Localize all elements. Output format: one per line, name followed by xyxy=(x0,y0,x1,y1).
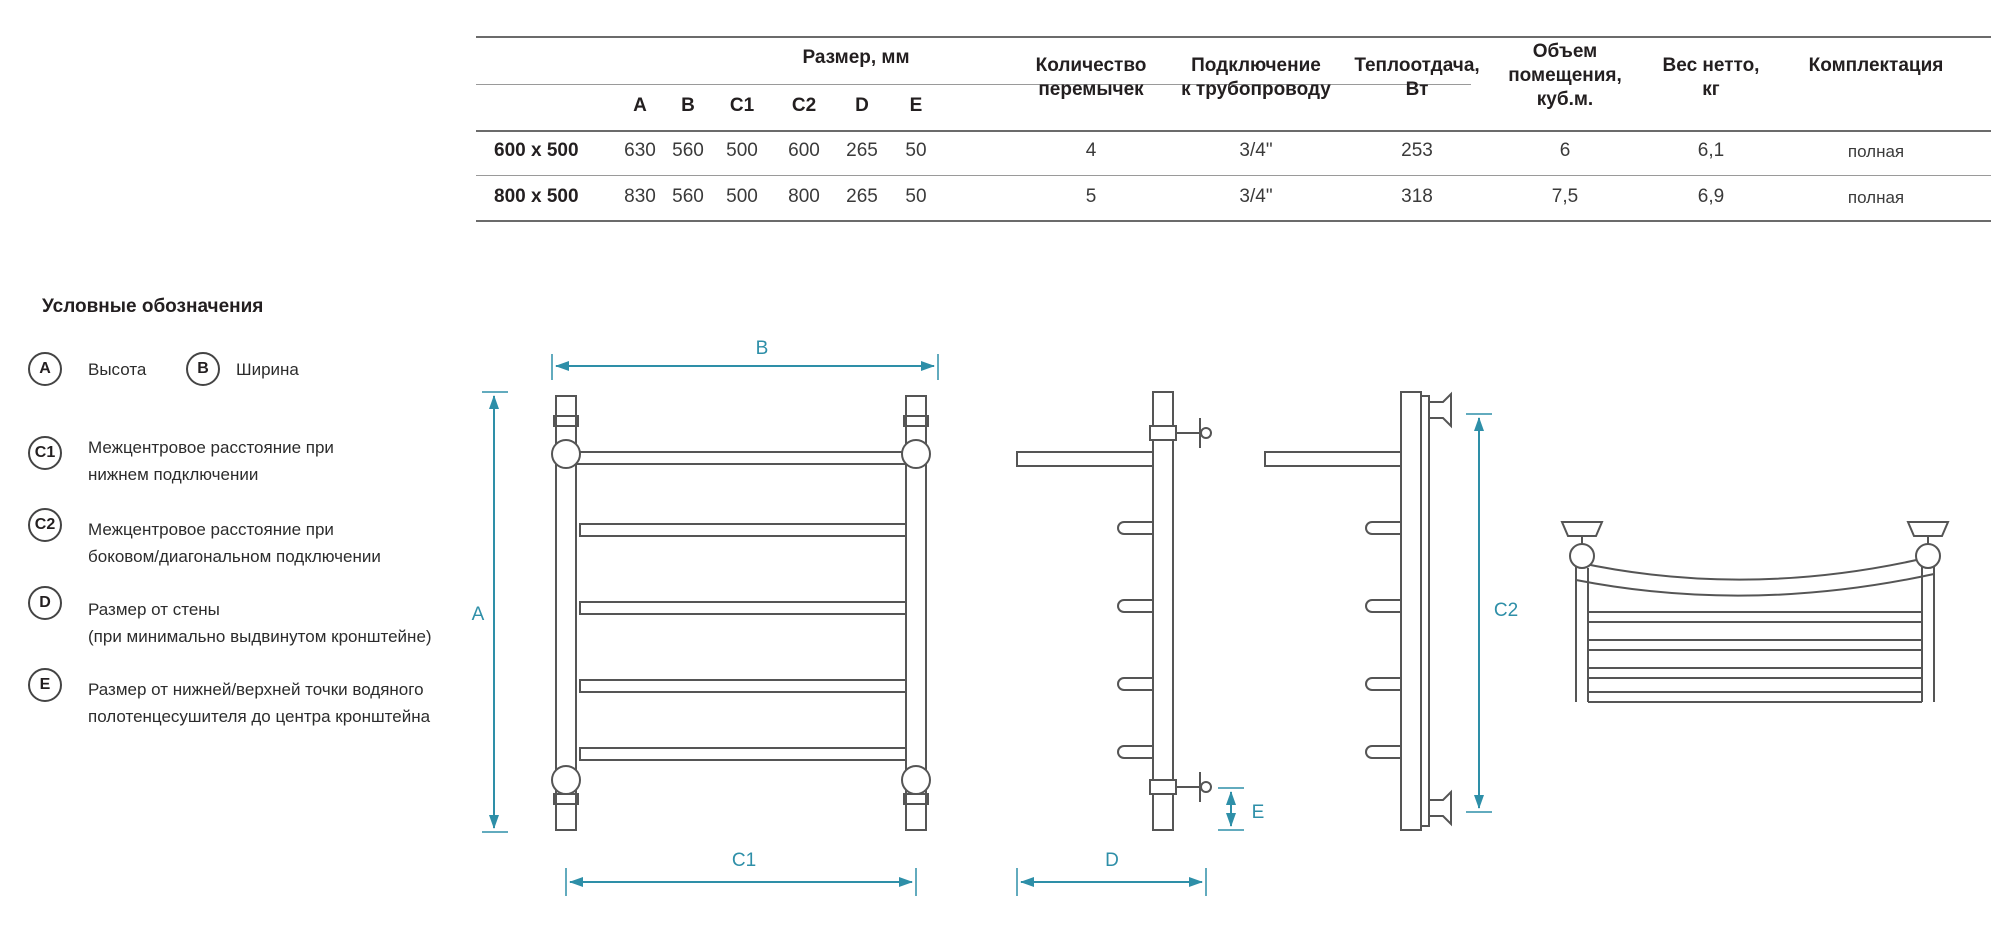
cell-heat-output: 253 xyxy=(1401,140,1433,161)
cell-a: 630 xyxy=(624,140,656,161)
dimension-c2 xyxy=(1466,414,1518,812)
size-group-header: Размер, мм xyxy=(802,47,910,68)
legend-text-e-line2: полотенцесушителя до центра кронштейна xyxy=(88,707,431,726)
col-header-qty-line2: перемычек xyxy=(1038,79,1144,100)
cell-a: 830 xyxy=(624,186,656,207)
col-header-d: D xyxy=(855,95,869,116)
dimension-e xyxy=(1218,788,1264,830)
dimension-d xyxy=(1017,850,1206,896)
badge-c1: C1 xyxy=(28,436,62,470)
dimension-label-d: D xyxy=(1105,850,1119,871)
legend-text-c1-line1: Межцентровое расстояние при xyxy=(88,438,334,457)
col-header-conn-line2: к трубопроводу xyxy=(1181,79,1331,100)
dimension-label-a: A xyxy=(471,604,485,625)
legend-text-a: Высота xyxy=(88,360,147,379)
dimension-label-b: B xyxy=(755,338,769,359)
col-header-vol-line2: помещения, xyxy=(1508,65,1622,86)
legend-text-d-line2: (при минимально выдвинутом кронштейне) xyxy=(88,627,432,646)
cell-connection: 3/4" xyxy=(1239,140,1273,161)
badge-a: A xyxy=(28,352,62,386)
legend-text-c2-line1: Межцентровое расстояние при xyxy=(88,520,334,539)
front-view-drawing xyxy=(552,396,930,830)
col-header-heat-line2: Вт xyxy=(1405,79,1429,100)
side-view-drawing-2 xyxy=(1265,392,1451,830)
cell-c1: 500 xyxy=(726,140,758,161)
legend-text-c2-line2: боковом/диагональном подключении xyxy=(88,547,381,566)
col-header-a: A xyxy=(633,95,647,116)
dimension-label-c1: C1 xyxy=(731,850,757,871)
col-header-vol-line3: куб.м. xyxy=(1536,89,1594,110)
col-header-b: B xyxy=(681,95,695,116)
badge-b: B xyxy=(186,352,220,386)
col-header-c2: C2 xyxy=(791,95,817,116)
cell-b: 560 xyxy=(672,186,704,207)
row-model: 800 x 500 xyxy=(494,186,579,207)
legend-text-d-line1: Размер от стены xyxy=(88,600,220,619)
side-view-drawing xyxy=(1017,392,1211,830)
col-header-weight-line2: кг xyxy=(1702,79,1720,100)
col-header-vol-line1: Объем xyxy=(1532,41,1598,62)
col-header-e: E xyxy=(909,95,923,116)
legend-text-b: Ширина xyxy=(236,360,299,379)
dimension-c1 xyxy=(566,850,916,896)
perspective-view-drawing xyxy=(1562,522,1948,702)
legend-title: Условные обозначения xyxy=(42,296,264,317)
col-header-c1: C1 xyxy=(729,95,755,116)
dimension-label-e: E xyxy=(1251,802,1265,823)
row-model: 600 x 500 xyxy=(494,140,579,161)
col-header-qty-line1: Количество xyxy=(1035,55,1147,76)
cell-d: 265 xyxy=(846,186,878,207)
cell-kit: полная xyxy=(1847,188,1905,207)
cell-heat-output: 318 xyxy=(1401,186,1433,207)
cell-d: 265 xyxy=(846,140,878,161)
cell-qty: 4 xyxy=(1085,140,1097,161)
col-header-conn-line1: Подключение xyxy=(1191,55,1321,76)
cell-net-weight: 6,9 xyxy=(1697,186,1725,207)
cell-c2: 600 xyxy=(788,140,820,161)
badge-d: D xyxy=(28,586,62,620)
cell-c1: 500 xyxy=(726,186,758,207)
dimension-a xyxy=(472,392,508,832)
legend-text-c1-line2: нижнем подключении xyxy=(88,465,259,484)
cell-kit: полная xyxy=(1847,142,1905,161)
cell-room-volume: 7,5 xyxy=(1551,186,1579,207)
col-header-weight-line1: Вес нетто, xyxy=(1662,55,1760,76)
badge-c2: C2 xyxy=(28,508,62,542)
cell-qty: 5 xyxy=(1085,186,1097,207)
cell-b: 560 xyxy=(672,140,704,161)
cell-e: 50 xyxy=(905,140,927,161)
col-header-heat-line1: Теплоотдача, xyxy=(1354,55,1480,76)
cell-c2: 800 xyxy=(788,186,820,207)
dimension-b xyxy=(552,338,938,380)
cell-room-volume: 6 xyxy=(1559,140,1571,161)
legend-text-e-line1: Размер от нижней/верхней точки водяного xyxy=(88,680,424,699)
cell-e: 50 xyxy=(905,186,927,207)
dimension-label-c2: C2 xyxy=(1493,600,1519,621)
cell-net-weight: 6,1 xyxy=(1697,140,1725,161)
cell-connection: 3/4" xyxy=(1239,186,1273,207)
badge-e: E xyxy=(28,668,62,702)
col-header-kit-line1: Комплектация xyxy=(1808,55,1944,76)
